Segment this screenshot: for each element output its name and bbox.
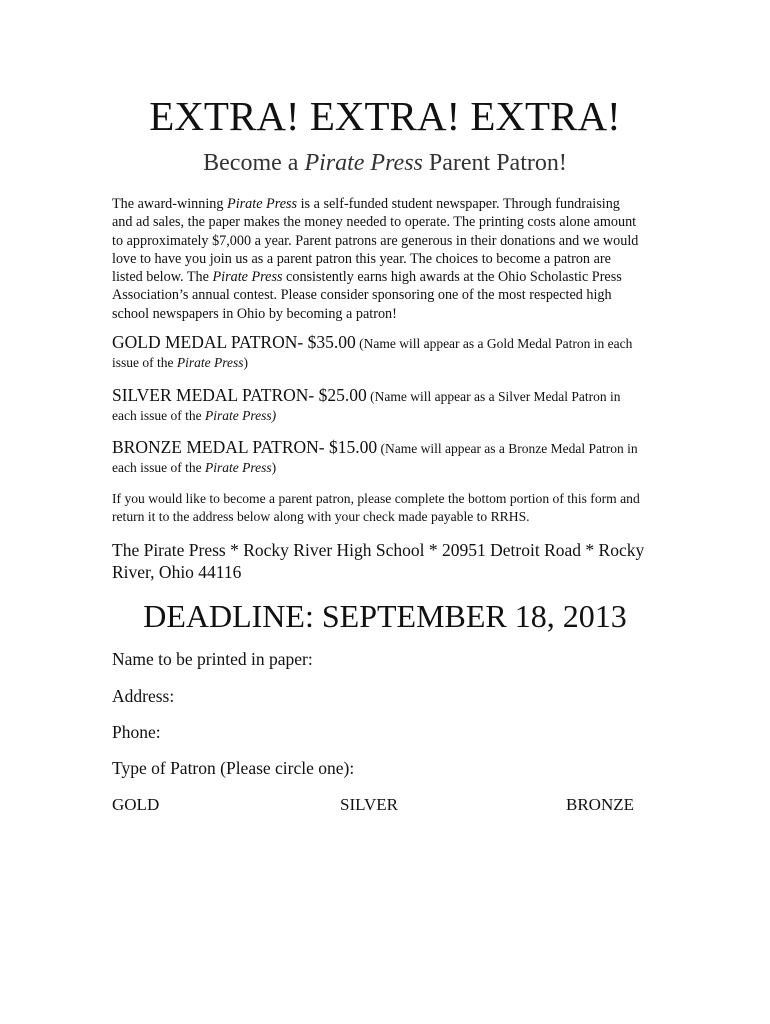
tier-gold-note-italic: Pirate Press bbox=[176, 355, 244, 370]
subhead-before: Become a bbox=[203, 150, 305, 176]
option-gold[interactable]: GOLD bbox=[112, 795, 160, 814]
intro-italic: Pirate Press bbox=[227, 196, 298, 212]
intro-line: Association’s annual contest. Please consider sponsoring one of the most respected high bbox=[112, 287, 612, 304]
intro-line: and ad sales, the paper makes the money needed to operate. The printing costs alone amount bbox=[112, 214, 637, 231]
intro-text: listed below. The bbox=[112, 269, 213, 286]
intro-line: school newspapers in Ohio by becoming a patron! bbox=[112, 305, 397, 322]
patron-type-label: Type of Patron (Please circle one): bbox=[112, 758, 355, 778]
headline: EXTRA! EXTRA! EXTRA! bbox=[149, 93, 621, 139]
tier-silver-note-text: each issue of the bbox=[112, 408, 205, 423]
tier-silver-line2 bbox=[112, 406, 672, 425]
address-line: River, Ohio 44116 bbox=[112, 562, 242, 582]
subheadline bbox=[0, 148, 770, 178]
option-silver[interactable]: SILVER bbox=[340, 795, 398, 814]
intro-line bbox=[112, 268, 672, 286]
option-bronze[interactable]: BRONZE bbox=[566, 795, 634, 814]
tier-gold-note-text: issue of the bbox=[112, 355, 177, 370]
phone-field-label[interactable]: Phone: bbox=[112, 722, 161, 742]
tier-gold-title: GOLD MEDAL PATRON- $35.00 bbox=[112, 332, 356, 352]
tier-gold bbox=[112, 333, 672, 372]
intro-line: to approximately $7,000 a year. Parent patrons are generous in their donations and we would bbox=[112, 232, 639, 249]
tier-gold-line2 bbox=[112, 353, 672, 372]
tier-bronze-note-italic: Pirate Press bbox=[204, 460, 272, 475]
intro-paragraph bbox=[112, 195, 672, 323]
tier-silver-note-italic: Pirate Press) bbox=[204, 408, 277, 423]
address-line: The Pirate Press * Rocky River High School * 20951 Detroit Road * Rocky bbox=[112, 540, 645, 560]
intro-text: The award-winning bbox=[112, 196, 228, 212]
tier-bronze-title: BRONZE MEDAL PATRON- $15.00 bbox=[112, 437, 378, 457]
tier-silver bbox=[112, 386, 672, 425]
tier-bronze-note-text: each issue of the bbox=[112, 460, 205, 475]
tier-gold-note-end: ) bbox=[243, 355, 248, 370]
name-field-label[interactable]: Name to be printed in paper: bbox=[112, 649, 313, 669]
intro-text: consistently earns high awards at the Ohio Scholastic Press bbox=[282, 269, 622, 286]
intro-line: love to have you join us as a parent patron this year. The choices to become a patron are bbox=[112, 250, 611, 267]
instructions-line: If you would like to become a parent patron, please complete the bottom portion of this form and bbox=[112, 491, 640, 506]
tier-silver-note: (Name will appear as a Silver Medal Patron in bbox=[366, 389, 621, 404]
intro-text: is a self-funded student newspaper. Through fundraising bbox=[297, 196, 620, 212]
subhead-italic: Pirate Press bbox=[304, 150, 423, 176]
tier-silver-line1 bbox=[112, 386, 672, 406]
tier-bronze-line1 bbox=[112, 438, 672, 458]
instructions-line: return it to the address below along with your check made payable to RRHS. bbox=[112, 509, 530, 524]
mailing-address bbox=[112, 539, 644, 583]
tier-bronze bbox=[112, 438, 672, 477]
instructions bbox=[112, 490, 640, 526]
tier-bronze-note: (Name will appear as a Bronze Medal Patron in bbox=[377, 441, 638, 456]
tier-bronze-line2 bbox=[112, 458, 672, 477]
tier-gold-line1 bbox=[112, 333, 672, 353]
deadline: DEADLINE: SEPTEMBER 18, 2013 bbox=[143, 598, 627, 634]
tier-gold-note: (Name will appear as a Gold Medal Patron in each bbox=[355, 336, 633, 351]
tier-bronze-note-end: ) bbox=[271, 460, 277, 475]
tier-silver-title: SILVER MEDAL PATRON- $25.00 bbox=[112, 385, 367, 405]
intro-italic: Pirate Press bbox=[212, 269, 283, 286]
intro-line bbox=[112, 195, 672, 213]
address-field-label[interactable]: Address: bbox=[112, 686, 175, 706]
subhead-after: Parent Patron! bbox=[422, 150, 567, 176]
